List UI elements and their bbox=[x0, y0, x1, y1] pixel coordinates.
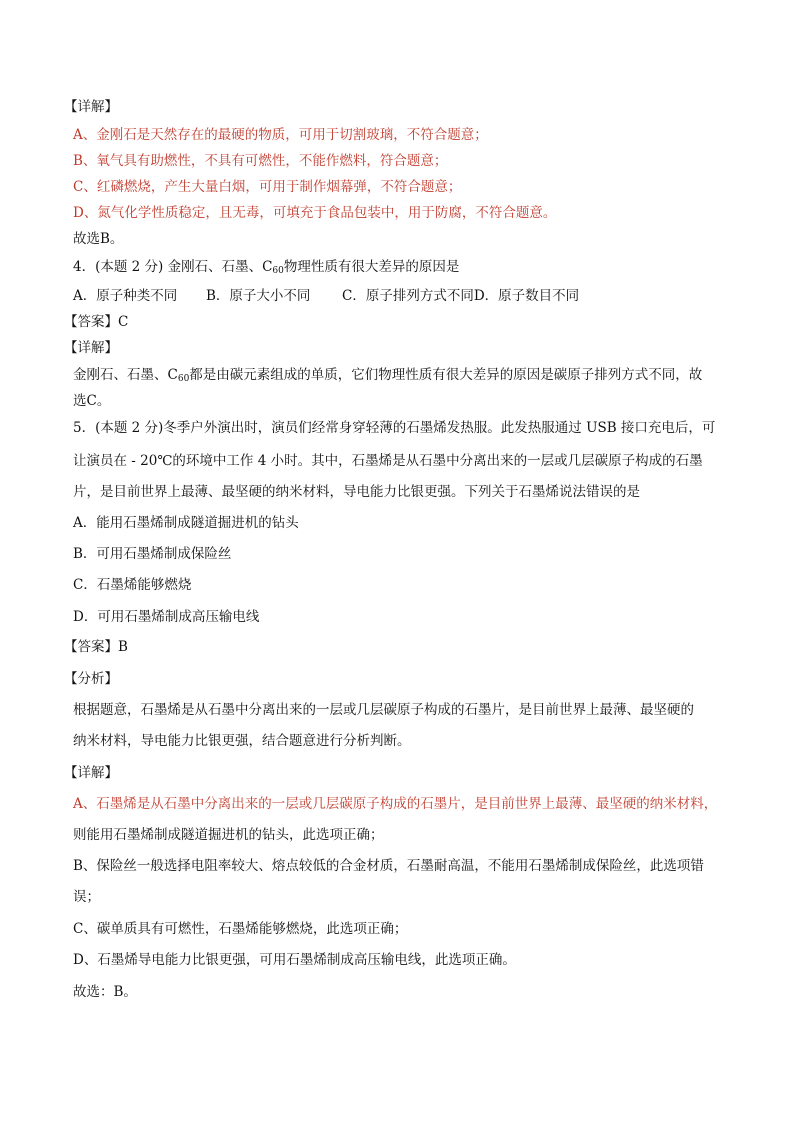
conclusion: 故选：B。 bbox=[73, 984, 137, 1000]
explanation-line: B、氧气具有助燃性，不具有可燃性，不能作燃料，符合题意； bbox=[73, 153, 448, 169]
option-a: A．能用石墨烯制成隧道掘进机的钻头 bbox=[73, 515, 299, 531]
option-d: D．原子数目不同 bbox=[473, 288, 580, 304]
option-b: B．原子大小不同 bbox=[206, 288, 311, 304]
option-c: C．石墨烯能够燃烧 bbox=[73, 577, 192, 593]
analysis-line: 纳米材料，导电能力比银更强，结合题意进行分析判断。 bbox=[73, 733, 411, 749]
answer-line: 【答案】C bbox=[64, 314, 129, 330]
question-options bbox=[73, 287, 728, 305]
conclusion: 故选B。 bbox=[73, 231, 124, 247]
explanation-line: 金刚石、石墨、$C_{60}$都是由碳元素组成的单质，它们物理性质有很大差异的原因是碳原子排列方式不同，故 bbox=[73, 367, 703, 384]
option-a: A．原子种类不同 bbox=[73, 288, 178, 304]
explanation-line: 误； bbox=[73, 889, 100, 905]
explanation-line: A、石墨烯是从石墨中分离出来的一层或几层碳原子构成的石墨片，是目前世界上最薄、最坚硬的纳米材料， bbox=[73, 796, 718, 812]
answer-line: 【答案】B bbox=[64, 639, 128, 655]
explanation-line: 则能用石墨烯制成隧道掘进机的钻头，此选项正确； bbox=[73, 827, 384, 843]
option-b: B．可用石墨烯制成保险丝 bbox=[73, 546, 232, 562]
section-tag-xiangjie: 【详解】 bbox=[64, 340, 118, 356]
section-tag-fenxi: 【分析】 bbox=[64, 671, 118, 687]
question-stem: 片，是目前世界上最薄、最坚硬的纳米材料，导电能力比银更强。下列关于石墨烯说法错误的是 bbox=[73, 484, 640, 500]
question-stem: 4．(本题 2 分) 金刚石、石墨、$C_{60}$物理性质有很大差异的原因是 bbox=[73, 259, 460, 276]
explanation-line: D、石墨烯导电能力比银更强，可用石墨烯制成高压输电线，此选项正确。 bbox=[73, 952, 516, 968]
explanation-line: C、碳单质具有可燃性，石墨烯能够燃烧，此选项正确； bbox=[73, 921, 408, 937]
option-c: C．原子排列方式不同 bbox=[342, 288, 474, 304]
question-stem: 让演员在 - 20℃的环境中工作 4 小时。其中，石墨烯是从石墨中分离出来的一层或几层碳原子构成的石墨 bbox=[73, 453, 703, 469]
section-tag-xiangjie: 【详解】 bbox=[64, 765, 118, 781]
section-tag-xiangjie: 【详解】 bbox=[64, 99, 118, 115]
question-stem: 5．(本题 2 分)冬季户外演出时，演员们经常身穿轻薄的石墨烯发热服。此发热服通过 USB 接口充电后，可 bbox=[73, 420, 716, 436]
option-d: D．可用石墨烯制成高压输电线 bbox=[73, 609, 260, 625]
explanation-line: 选C。 bbox=[73, 393, 111, 409]
explanation-line: D、氮气化学性质稳定，且无毒，可填充于食品包装中，用于防腐，不符合题意。 bbox=[73, 205, 557, 221]
answer-value: C bbox=[118, 314, 129, 330]
answer-value: B bbox=[118, 639, 128, 655]
explanation-line: A、金刚石是天然存在的最硬的物质，可用于切割玻璃，不符合题意； bbox=[73, 127, 488, 143]
explanation-line: B、保险丝一般选择电阻率较大、熔点较低的合金材质，石墨耐高温，不能用石墨烯制成保险丝，此选项错 bbox=[73, 858, 704, 874]
explanation-line: C、红磷燃烧，产生大量白烟，可用于制作烟幕弹，不符合题意； bbox=[73, 179, 462, 195]
analysis-line: 根据题意，石墨烯是从石墨中分离出来的一层或几层碳原子构成的石墨片，是目前世界上最薄、最坚硬的 bbox=[73, 702, 694, 718]
